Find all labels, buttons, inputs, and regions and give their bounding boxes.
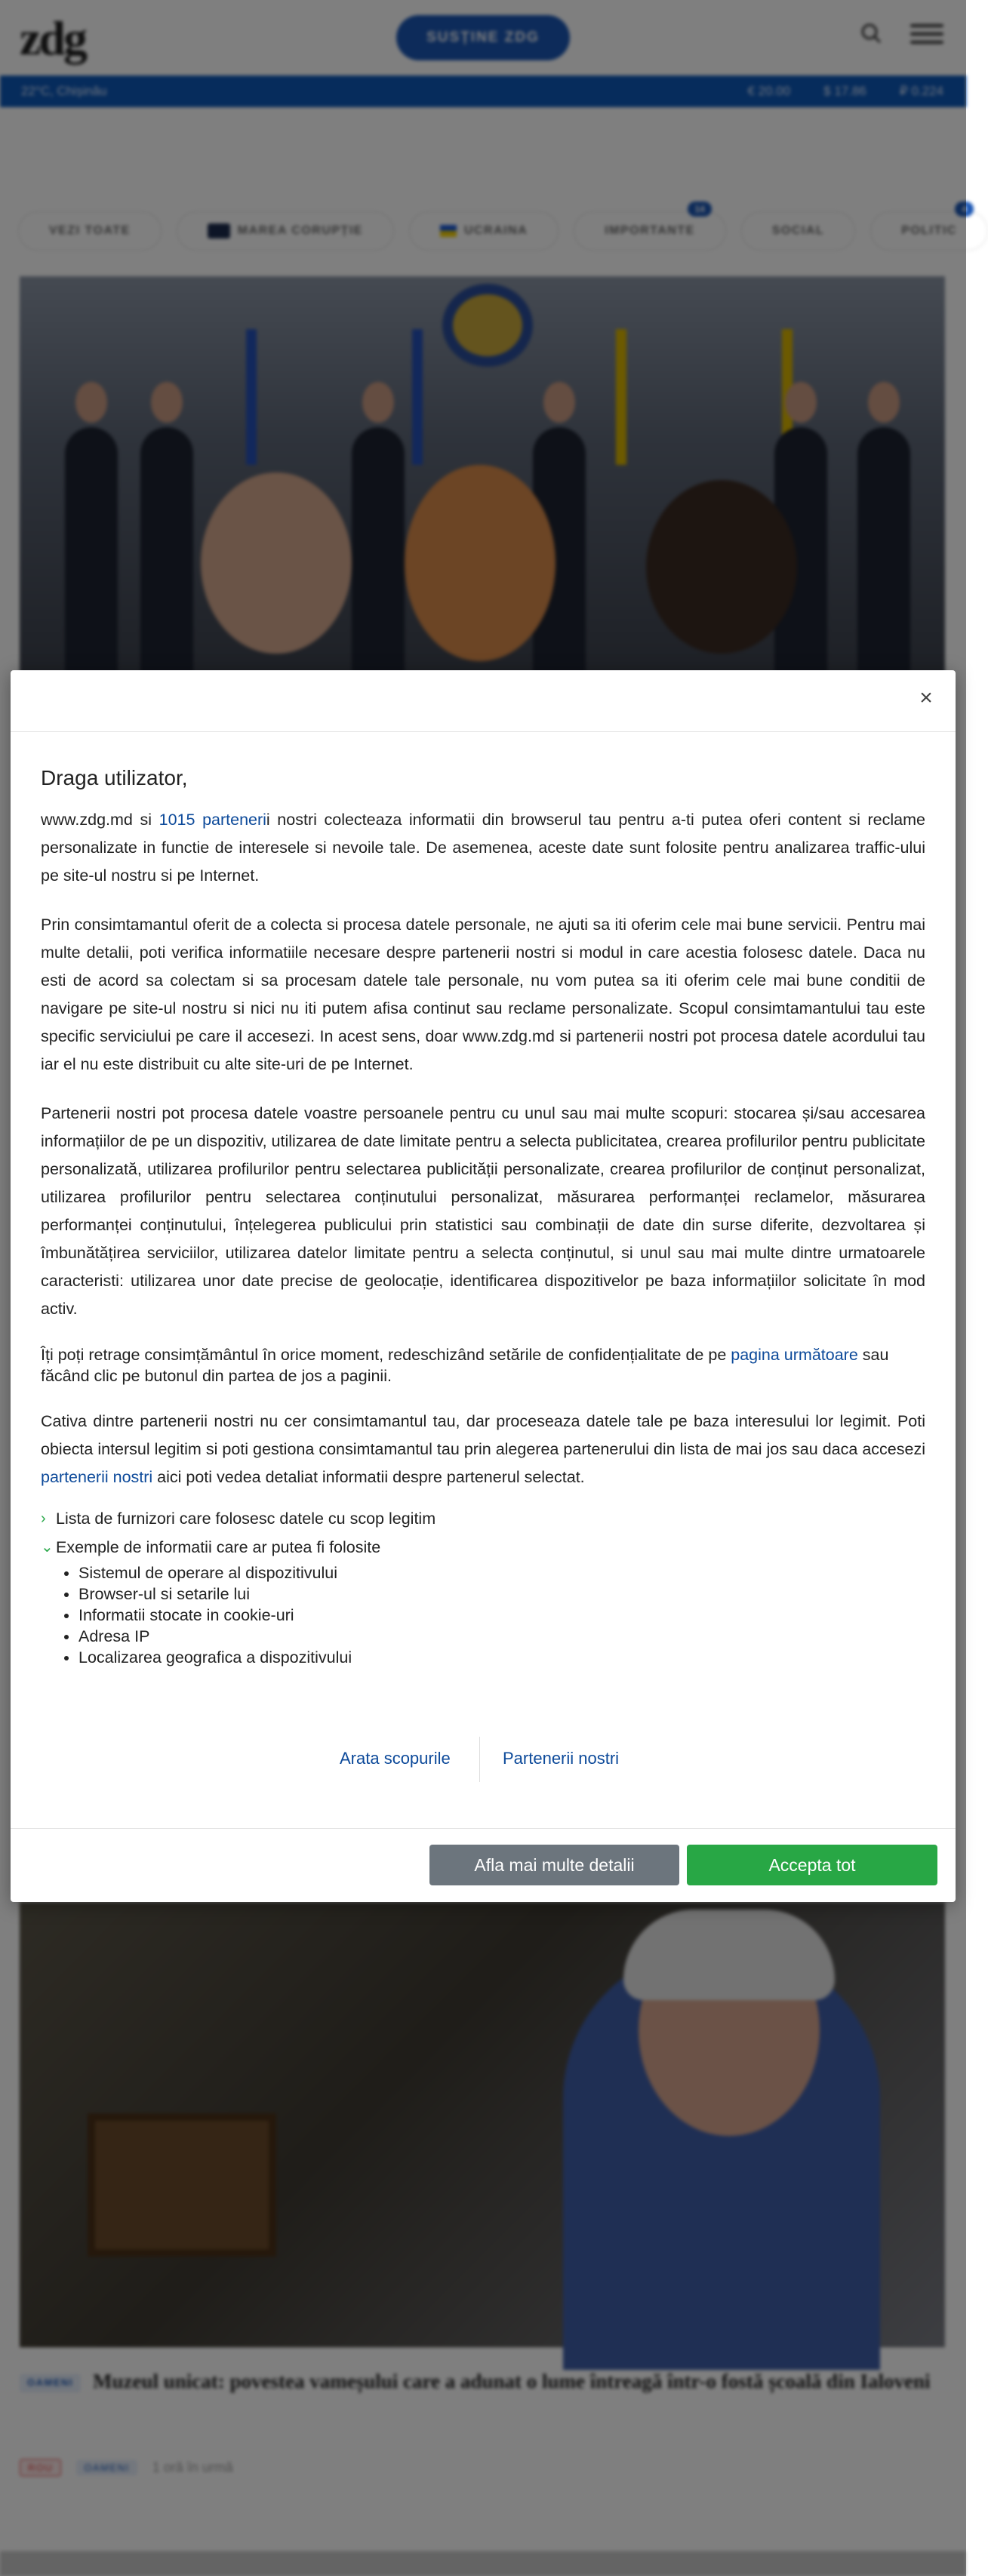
partners-count-link[interactable]: 1015 parteneri: [159, 811, 266, 829]
text: Cativa dintre partenerii nostri nu cer consimtamantul tau, dar proceseaza datele tale pe baza interesului lor legimit. Poti obiecta intersul legitim si poti gestiona consimtamantul tau prin alegerea partenerului din lista de mai jos sau daca accesezi: [41, 1412, 925, 1458]
list-item: • Sistemul de operare al dispozitivului: [78, 1562, 925, 1583]
close-icon[interactable]: ×: [919, 685, 933, 710]
consent-paragraph-4: [41, 1344, 925, 1386]
list-item: • Informatii stocate in cookie-uri: [78, 1605, 925, 1626]
more-details-button[interactable]: Afla mai multe detalii: [429, 1845, 679, 1885]
show-purposes-link[interactable]: Arata scopurile: [340, 1749, 451, 1768]
divider: [11, 731, 956, 732]
consent-greeting: Draga utilizator,: [41, 766, 188, 789]
our-partners-inline-link[interactable]: partenerii nostri: [41, 1468, 153, 1486]
disclosure-label: Exemple de informatii care ar putea fi folosite: [56, 1538, 381, 1556]
consent-dialog: [11, 670, 956, 1902]
divider: [479, 1737, 480, 1782]
disclosure-label: Lista de furnizori care folosesc datele cu scop legitim: [56, 1510, 436, 1528]
accept-all-button[interactable]: Accepta tot: [687, 1845, 937, 1885]
consent-body: [41, 764, 925, 1668]
examples-disclosure[interactable]: [41, 1537, 925, 1558]
list-item: • Browser-ul si setarile lui: [78, 1583, 925, 1605]
vendors-disclosure[interactable]: [41, 1508, 925, 1529]
consent-links-row: [11, 1737, 956, 1782]
consent-paragraph-3: Partenerii nostri pot procesa datele voastre persoanele pentru cu unul sau mai multe scopuri: stocarea și/sau accesarea informațiilor de pe un dispozitiv, utilizarea de date limitate pentru a selecta publicitatea, crearea profilurilor pentru publicitate personalizată, utilizarea profilurilor pentru selectarea publicității personalizate, crearea profilurilor de conținut personalizat, utilizarea profilurilor pentru selectarea conținutului personalizat, măsurarea performanței reclamelor, măsurarea performanței conținutului, înțelegerea publicului prin statistici sau combinații de date din surse diferite, dezvoltarea și îmbunătățirea serviciilor, utilizarea datelor limitate pentru a selecta conținutul, si unul sau mai multe dintre urmatoarele caracteristi: utilizarea unor date precise de geolocație, identificarea dispozitivelor pe baza informațiilor solicitate în mod activ.: [41, 1104, 925, 1318]
consent-paragraph-2: Prin consimtamantul oferit de a colecta si procesa datele personale, ne ajuti sa iti oferim cele mai bune servicii. Pentru mai multe detalii, poti verifica informatiile necesare despre partenerii nostri si modul in care acestia folosesc datele. Daca nu esti de acord sa colectam si sa procesam datele tale personale, nu vom putea sa iti oferim cele mai bune conditii de navigare pe site-ul nostru si nici nu iti putem afisa continut sau reclame personalizate. Scopul consimtamantului tau este specific serviciului pe care il accesezi. In acest sens, doar www.zdg.md si partenerii nostri pot procesa datele acordului tau iar el nu este distribuit cu alte site-uri de pe Internet.: [41, 916, 925, 1073]
our-partners-link[interactable]: Partenerii nostri: [503, 1749, 620, 1768]
text: Îți poți retrage consimțământul în orice moment, redeschizând setările de confidențialitate de pe: [41, 1346, 731, 1364]
list-item: • Adresa IP: [78, 1626, 925, 1647]
text: i nostri colecteaza informatii din browserul tau pentru a-ti putea oferi content si reclame personalizate in functie de interesele si nevoile tale. De asemenea, aceste date sunt folosite pentru analizarea traffic-ului pe site-ul nostru si pe Internet.: [41, 811, 925, 885]
list-item: • Localizarea geografica a dispozitivului: [78, 1647, 925, 1668]
text: www.zdg.md si: [41, 811, 159, 829]
text: aici poti vedea detaliat informatii despre partenerul selectat.: [152, 1468, 585, 1486]
examples-list: [41, 1562, 925, 1668]
consent-paragraph-1: [41, 806, 925, 890]
chevron-down-icon: ⌄: [41, 1539, 54, 1556]
divider: [11, 1828, 956, 1829]
next-page-link[interactable]: pagina următoare: [731, 1346, 858, 1364]
consent-paragraph-5: [41, 1408, 925, 1491]
chevron-right-icon: ›: [41, 1510, 46, 1527]
text: sau făcând clic pe butonul din partea de jos a paginii.: [41, 1346, 889, 1385]
